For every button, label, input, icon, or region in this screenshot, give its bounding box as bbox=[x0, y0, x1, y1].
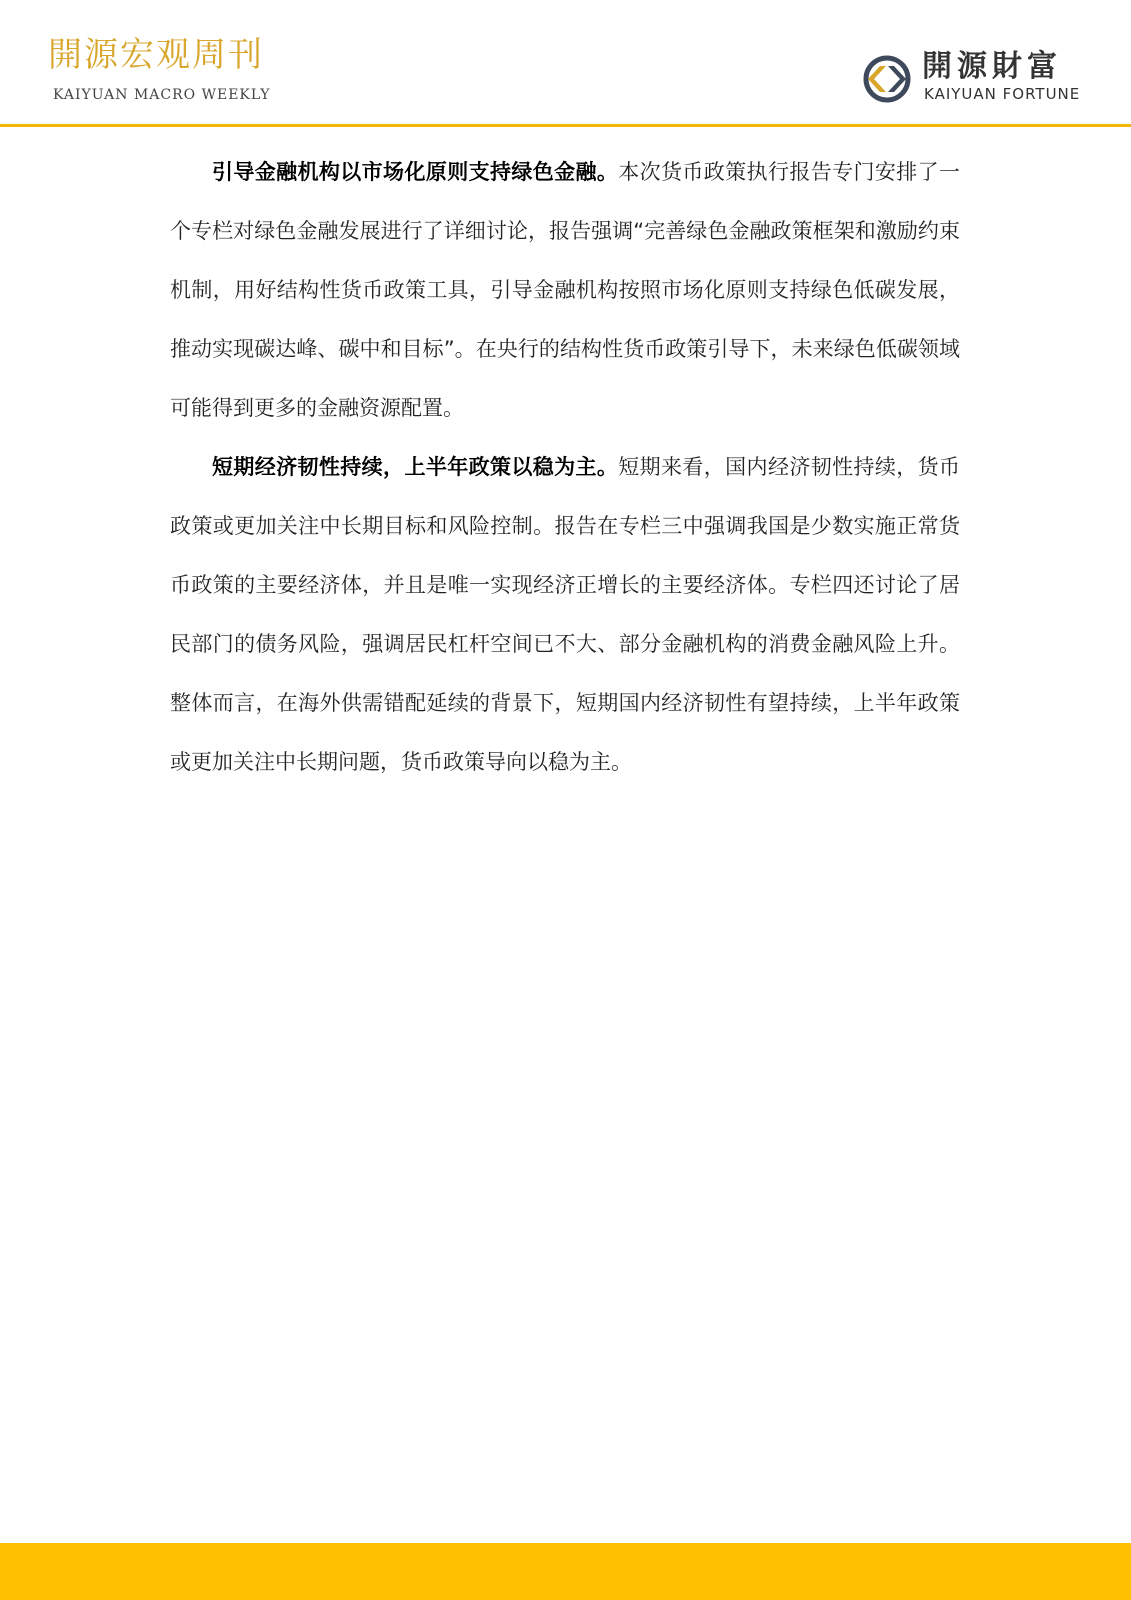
logo-name-cn: 開源財富 bbox=[922, 49, 1062, 84]
header-title: 開源宏观周刊 bbox=[48, 35, 264, 75]
footer-bar bbox=[0, 1543, 1131, 1600]
paragraph-green-finance bbox=[170, 143, 960, 438]
paragraph-text: 本次货币政策执行报告专门安排了一个专栏对绿色金融发展进行了详细讨论，报告强调“完善绿色金融政策框架和激励约束机制，用好结构性货币政策工具，引导金融机构按照市场化原则支持绿色低碳发展，推动实现碳达峰、碳中和目标”。在央行的结构性货币政策引导下，未来绿色低碳领域可能得到更多的金融资源配置。 bbox=[170, 160, 960, 420]
paragraph-heading: 引导金融机构以市场化原则支持绿色金融。 bbox=[212, 160, 619, 184]
header-divider bbox=[0, 124, 1131, 127]
company-logo bbox=[862, 50, 1092, 110]
paragraph-heading: 短期经济韧性持续，上半年政策以稳为主。 bbox=[212, 455, 619, 479]
logo-name-en: KAIYUAN FORTUNE bbox=[924, 85, 1081, 103]
paragraph-text: 短期来看，国内经济韧性持续，货币政策或更加关注中长期目标和风险控制。报告在专栏三中强调我国是少数实施正常货币政策的主要经济体，并且是唯一实现经济正增长的主要经济体。专栏四还讨论了居民部门的债务风险，强调居民杠杆空间已不大、部分金融机构的消费金融风险上升。整体而言，在海外供需错配延续的背景下，短期国内经济韧性有望持续，上半年政策或更加关注中长期问题，货币政策导向以稳为主。 bbox=[170, 455, 960, 774]
kaiyuan-logo-icon bbox=[862, 54, 912, 104]
header-subtitle: KAIYUAN MACRO WEEKLY bbox=[53, 87, 271, 103]
paragraph-short-term-economy bbox=[170, 438, 960, 792]
report-body bbox=[170, 143, 960, 792]
